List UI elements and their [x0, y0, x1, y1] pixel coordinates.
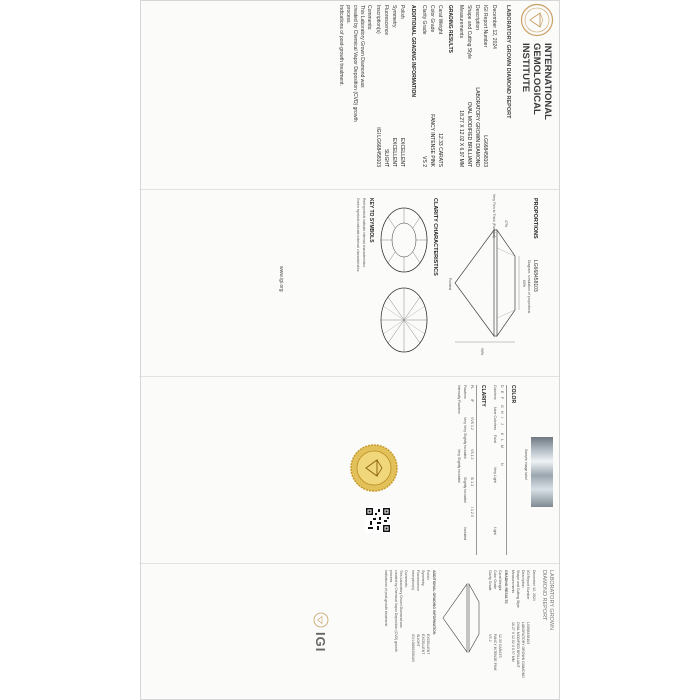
additional-value: SLIGHT — [383, 148, 389, 167]
key-line-external: Green symbols indicate external characteristics. — [356, 198, 360, 273]
qr-code-icon[interactable] — [365, 507, 391, 533]
clarity-grade: I 1 2 3 — [470, 507, 474, 517]
color-word: Faint — [493, 435, 497, 443]
proportions-subtitle: Diagram: simulation of proportions — [527, 260, 531, 314]
comment-line: This Laboratory Grown Diamond was — [359, 5, 365, 88]
grading-value: VS 2 — [421, 156, 427, 167]
card-field-label: Shape and Cutting Style — [516, 570, 520, 608]
card-grading-label: Color Grade — [493, 570, 497, 590]
clarity-word: Included — [463, 527, 467, 541]
oval-crown-plot — [379, 206, 429, 274]
field-value: LG668458103 — [482, 135, 488, 167]
report-date: December 12, 2024 — [491, 5, 497, 49]
panel-report-card — [139, 564, 559, 699]
field-value: OVAL MODIFIED BRILLIANT — [466, 101, 472, 167]
proportions-pavilion-label: 98% — [480, 348, 484, 356]
card-additional-label: Inscription(s) — [411, 570, 415, 591]
diamond-sample-image — [531, 437, 553, 507]
clarity-grade: FL — [470, 385, 474, 390]
brand-line-1: INTERNATIONAL — [542, 43, 553, 120]
card-field-value: LABORATORY GROWN DIAMOND — [521, 622, 525, 678]
clarity-scale-header: CLARITY — [480, 385, 486, 407]
comment-line: created by Chemical Vapor Deposition (CVD) growth — [352, 5, 358, 122]
card-additional-label: Fluorescence — [416, 570, 420, 592]
clarity-grade: VS 1 2 — [470, 449, 474, 460]
card-additional-value: EXCELLENT — [426, 634, 430, 655]
proportions-culet-label: Pointed — [448, 278, 452, 290]
igi-report-sheet — [140, 0, 560, 700]
card-proportions-diagram — [439, 578, 483, 658]
card-field-label: Description — [521, 570, 525, 588]
additional-value: IGI LG668458103 — [375, 127, 381, 167]
proportions-crown-label: 47% — [504, 220, 508, 228]
comment-line: process. — [345, 5, 351, 24]
additional-value: EXCELLENT — [399, 137, 405, 167]
card-comment-line: This Laboratory Grown Diamond was — [399, 570, 403, 628]
panel-main-report — [139, 1, 559, 189]
color-word: Light — [493, 527, 497, 535]
additional-value: EXCELLENT — [391, 137, 397, 167]
color-letter: D — [500, 385, 504, 388]
clarity-characteristics-header: CLARITY CHARACTERISTICS — [432, 198, 438, 276]
brand-line-3: INSTITUTE — [520, 43, 531, 93]
proportions-report-number: LG668458103 — [532, 260, 538, 292]
card-additional-value: EXCELLENT — [421, 634, 425, 655]
grading-label: Clarity Grade — [421, 5, 427, 35]
oval-pavilion-plot — [379, 286, 429, 354]
card-additional-label: Symmetry — [421, 570, 425, 586]
card-additional-value: SLIGHT — [416, 634, 420, 647]
sample-image-label: Sample image label — [524, 449, 528, 480]
brand-line-2: GEMOLOGICAL — [531, 43, 542, 115]
clarity-scale-bar — [476, 385, 477, 555]
card-comment-line: Indications of post-growth treatment. — [384, 570, 388, 627]
field-label: IGI Report Number — [482, 5, 488, 48]
color-letter: F — [500, 397, 504, 400]
field-value: LABORATORY GROWN DIAMOND — [474, 87, 480, 167]
clarity-word: Very Slightly Included — [457, 449, 461, 483]
color-letter: G — [500, 405, 504, 408]
additional-label: Inscription(s) — [375, 5, 381, 34]
panel-scales — [139, 377, 559, 563]
gold-hologram-seal-icon — [349, 443, 399, 493]
field-label: Shape and Cutting Style — [466, 5, 472, 59]
color-letter: E — [500, 391, 504, 394]
card-title-line-1: LABORATORY GROWN — [548, 570, 554, 631]
card-field-label: IGI Report Number — [526, 570, 530, 600]
grading-value: FANCY INTENSE PINK — [429, 114, 435, 167]
color-letter: N — [500, 463, 504, 466]
card-grading-value: FANCY INTENSE PINK — [493, 634, 497, 671]
card-grading-label: Clarity Grade — [488, 570, 492, 591]
card-field-value: LG668458103 — [526, 622, 530, 645]
additional-info-header: ADDITIONAL GRADING INFORMATION — [410, 5, 416, 98]
grading-results-header: GRADING RESULTS — [447, 5, 453, 53]
card-comment-line: created by Chemical Vapor Deposition (CVD) growth — [394, 570, 398, 652]
card-field-value: 18.27 X 12.02 X 6.97 MM — [511, 622, 515, 662]
color-letter: K — [500, 433, 504, 436]
proportions-diagram — [447, 218, 525, 348]
additional-label: Symmetry — [391, 5, 397, 28]
color-word: Near Colorless — [493, 407, 497, 431]
proportions-girdle-label: Very Thin to Thick (Faceted) — [492, 194, 496, 238]
additional-label: Fluorescence — [383, 5, 389, 36]
proportions-table-label: 60% — [522, 280, 526, 288]
card-additional-label: Polish — [426, 570, 430, 580]
grading-label: Carat Weight — [437, 5, 443, 35]
color-letter: H — [500, 411, 504, 414]
clarity-word: Internally Flawless — [457, 385, 461, 414]
color-scale-header: COLOR — [510, 385, 516, 404]
grading-label: Color Grade — [429, 5, 435, 33]
website-link[interactable]: www.igi.org — [278, 266, 284, 292]
card-grading-label: Carat Weight — [498, 570, 502, 591]
grading-value: 12.33 CARATS — [437, 133, 443, 167]
panel-proportions — [139, 190, 559, 376]
igi-logo-icon — [313, 612, 329, 628]
card-comments-label: Comments: — [404, 570, 408, 588]
igi-seal-icon — [520, 3, 554, 37]
color-word: Very Light — [493, 467, 497, 483]
color-word: Colorless — [493, 385, 497, 400]
color-letter: J — [500, 423, 504, 425]
field-value: 18.27 X 12.02 X 6.97 MM — [458, 110, 464, 167]
field-label: Measurements — [458, 5, 464, 39]
igi-logo-text: IGI — [313, 632, 328, 653]
clarity-word: Flawless — [463, 385, 467, 399]
color-scale-bar — [506, 385, 507, 555]
color-letter: I — [500, 417, 504, 418]
clarity-word: Very Very Slightly Included — [463, 417, 467, 459]
card-grading-value: 12.33 CARATS — [498, 634, 502, 658]
clarity-grade: SI 1 2 — [470, 477, 474, 487]
clarity-grade: VVS 1 2 — [470, 417, 474, 430]
clarity-grade: IF — [470, 399, 474, 403]
card-additional-header: ADDITIONAL GRADING INFORMATION — [432, 570, 436, 635]
card-field-label: Measurements — [511, 570, 515, 594]
color-letter: L — [500, 439, 504, 441]
clarity-word: Slightly Included — [463, 477, 467, 503]
field-label: Description — [474, 5, 480, 31]
card-grading-value: VS 2 — [488, 634, 492, 642]
comment-line: Indications of post-growth treatment. — [338, 5, 344, 86]
report-title: LABORATORY GROWN DIAMOND REPORT — [505, 5, 511, 119]
card-date: December 12, 2024 — [532, 570, 536, 601]
card-title-line-2: DIAMOND REPORT — [541, 570, 547, 621]
card-comment-line: process. — [389, 570, 393, 584]
key-to-symbols-header: KEY TO SYMBOLS — [368, 198, 374, 243]
key-line-internal: Red symbols indicate internal characteristics. — [362, 198, 366, 269]
additional-label: Polish — [399, 5, 405, 19]
color-letter: M — [500, 445, 504, 448]
card-grading-header: GRADING RESULTS — [504, 570, 508, 604]
card-field-value: OVAL MODIFIED BRILLIANT — [516, 622, 520, 668]
card-additional-value: IGI LG668458103 — [411, 634, 415, 662]
proportions-header: PROPORTIONS — [532, 198, 538, 239]
comments-label: Comments: — [366, 5, 372, 31]
